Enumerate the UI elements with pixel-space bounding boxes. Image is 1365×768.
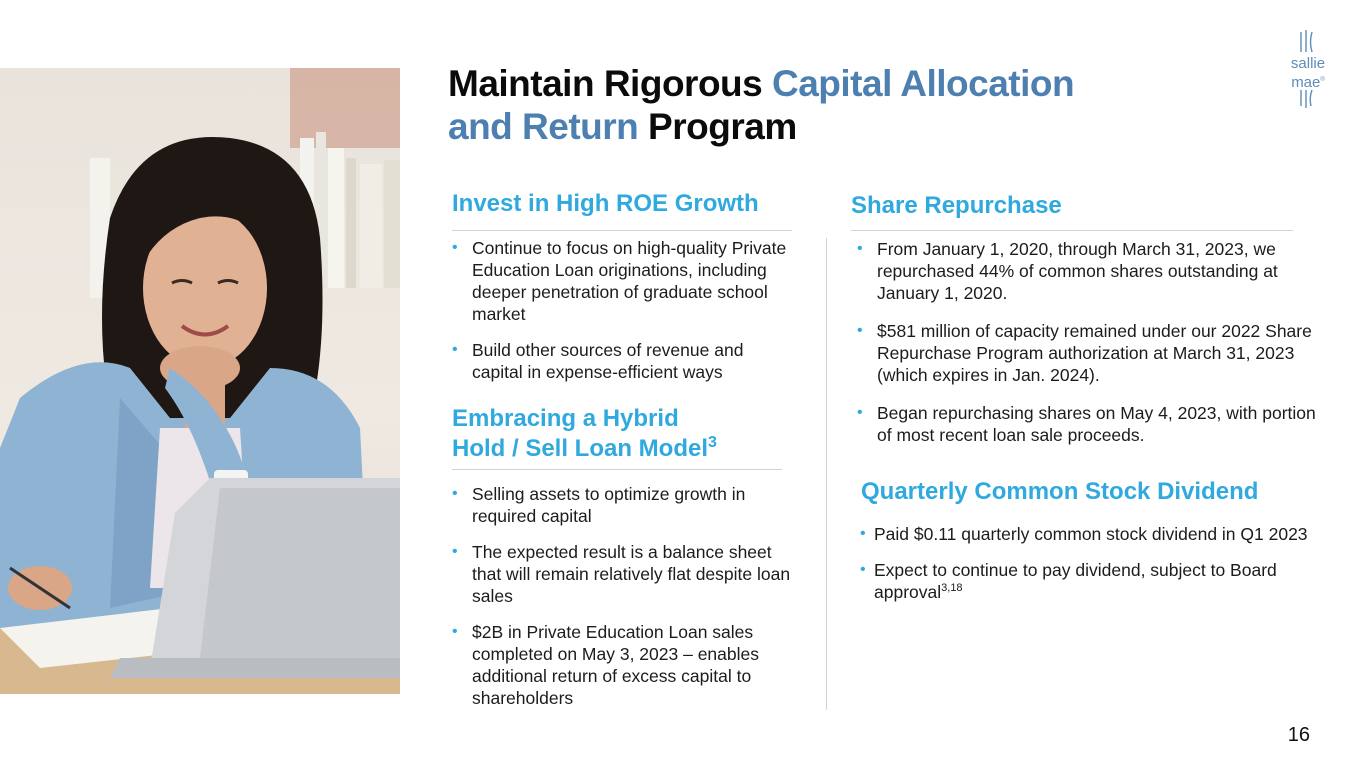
list-item: • Build other sources of revenue and capital in expense-efficient ways xyxy=(452,339,792,383)
woman-studying-laptop-photo xyxy=(0,68,400,694)
dividend-footnote: 3,18 xyxy=(941,582,963,595)
list-item: • From January 1, 2020, through March 31, 2023, we repurchased 44% of common shares outstanding at January 1, 2020. xyxy=(857,238,1317,304)
logo-line-2 xyxy=(1281,73,1335,90)
title-part-4: Program xyxy=(638,106,797,147)
list-item: • Paid $0.11 quarterly common stock dividend in Q1 2023 xyxy=(860,523,1310,545)
title-part-1: Maintain Rigorous xyxy=(448,63,772,104)
page-title xyxy=(448,62,1208,148)
column-divider xyxy=(826,238,827,710)
title-part-2: Capital Allocation xyxy=(772,63,1075,104)
logo-registered-mark: ® xyxy=(1320,77,1325,83)
photo-illustration xyxy=(0,68,400,694)
invest-heading: Invest in High ROE Growth xyxy=(452,190,759,217)
dividend-heading: Quarterly Common Stock Dividend xyxy=(861,478,1259,505)
invest-divider xyxy=(452,230,792,231)
hybrid-heading-line-1: Embracing a Hybrid xyxy=(452,405,679,432)
hybrid-bullet-list xyxy=(452,483,797,709)
list-item: • $581 million of capacity remained under our 2022 Share Repurchase Program authorization at March 31, 2023 (which expires in Jan. 2024). xyxy=(857,320,1317,386)
sallie-mae-logo xyxy=(1278,28,1336,108)
dividend-bullet-2-text: Expect to continue to pay dividend, subject to Board approval xyxy=(874,560,1277,602)
hybrid-divider xyxy=(452,469,782,470)
list-item: • The expected result is a balance sheet that will remain relatively flat despite loan sales xyxy=(452,541,797,607)
repurchase-divider xyxy=(851,230,1293,231)
repurchase-bullet-list xyxy=(857,238,1317,446)
invest-bullet-list xyxy=(452,237,792,383)
logo-line-2-text: mae xyxy=(1291,74,1321,91)
dividend-bullet-list xyxy=(860,523,1310,603)
list-item: • Selling assets to optimize growth in required capital xyxy=(452,483,797,527)
hybrid-heading-line-2: Hold / Sell Loan Model xyxy=(452,435,709,462)
list-item: • $2B in Private Education Loan sales completed on May 3, 2023 – enables additional return of excess capital to shareholders xyxy=(452,621,797,709)
list-item: • Began repurchasing shares on May 4, 2023, with portion of most recent loan sale proceeds. xyxy=(857,402,1317,446)
repurchase-heading: Share Repurchase xyxy=(851,192,1062,219)
page-number: 16 xyxy=(1287,724,1310,746)
list-item xyxy=(860,559,1310,603)
hybrid-heading-footnote: 3 xyxy=(708,434,717,451)
list-item: • Continue to focus on high-quality Private Education Loan originations, including deeper penetration of graduate school market xyxy=(452,237,792,325)
title-part-3: and Return xyxy=(448,106,639,147)
hybrid-heading xyxy=(452,404,717,464)
logo-line-1: sallie xyxy=(1290,55,1326,72)
